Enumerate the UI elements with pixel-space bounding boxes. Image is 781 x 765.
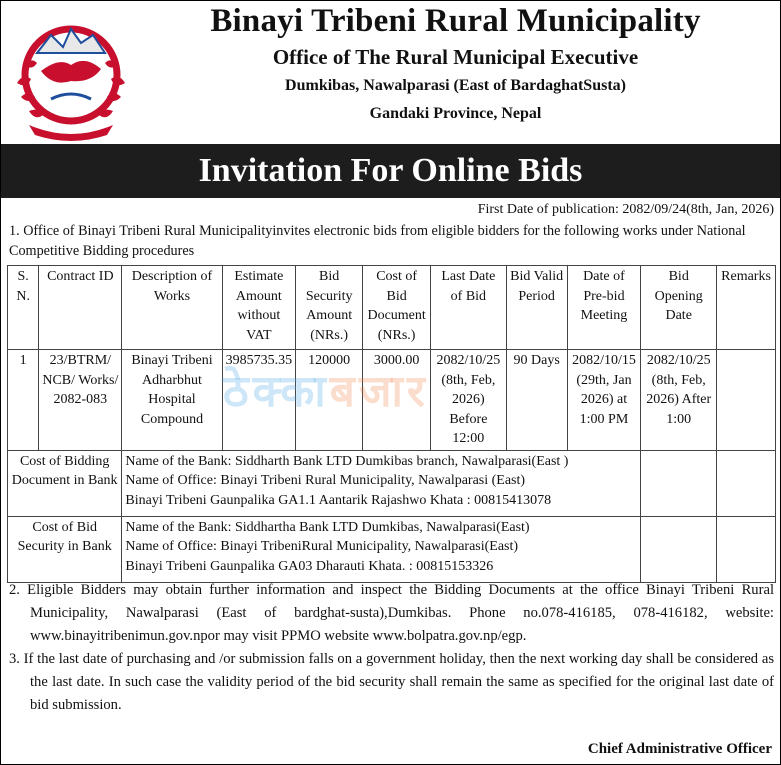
header-prebid: Date of Pre-bid Meeting (567, 266, 641, 350)
header-description: Description of Works (122, 266, 222, 350)
bidding-office-name: Name of Office: Binayi Tribeni Rural Municipality, Nawalparasi (East) (125, 473, 526, 488)
header-cost: Cost of Bid Document (NRs.) (363, 266, 431, 350)
cell-opening: 2082/10/25 (8th, Feb, 2026) After 1:00 (641, 350, 717, 451)
header-remarks: Remarks (717, 266, 776, 350)
cell-cost: 3000.00 (363, 350, 431, 451)
bidding-cost-row (8, 450, 776, 516)
cell-description: Binayi Tribeni Adharbhut Hospital Compound (122, 350, 222, 451)
cell-bid-security: 120000 (296, 350, 363, 451)
intro-paragraph: 1. Office of Binayi Tribeni Rural Municipalityinvites electronic bids from eligible bidders for the following works under National Competitive Bidding procedures (9, 223, 746, 259)
header-validity: Bid Valid Period (506, 266, 567, 350)
bidding-blank-cell (641, 450, 717, 516)
publication-date: First Date of publication: 2082/09/24(8th, Jan, 2026) (477, 202, 774, 217)
security-account: Binayi Tribeni Gaunpalika GA03 Dharauti Khata. : 00815153326 (125, 558, 494, 574)
security-bank-name: Name of the Bank: Siddhartha Bank LTD Dumkibas, Nawalparasi(East) (125, 519, 530, 535)
cell-estimate: 3985735.35 (222, 350, 296, 451)
cell-last-date: 2082/10/25 (8th, Feb, 2026) Before 12:00 (431, 350, 507, 451)
signoff-title: Chief Administrative Officer (587, 741, 772, 757)
table-header-row (8, 266, 776, 350)
watermark-part-2: बजार (329, 366, 429, 417)
cell-contract-id: 23/BTRM/ NCB/ Works/ 2082-083 (39, 350, 122, 451)
bidding-bank-name: Name of the Bank: Siddharth Bank LTD Dumkibas branch, Nawalparasi(East ) (125, 453, 569, 469)
bidding-cost-details (122, 450, 641, 516)
bid-security-row (8, 516, 776, 582)
watermark-part-1: ठेक्का (223, 366, 330, 417)
bid-security-label: Cost of Bid Security in Bank (8, 516, 122, 582)
bidding-cost-label: Cost of Bidding Document in Bank (8, 450, 122, 516)
cell-validity: 90 Days (506, 350, 567, 451)
header-contract-id: Contract ID (39, 266, 122, 350)
header-estimate: Estimate Amount without VAT (222, 266, 296, 350)
municipality-title: Binayi Tribeni Rural Municipality (210, 3, 701, 39)
office-address: Dumkibas, Nawalparasi (East of BardaghatSusta) (285, 77, 626, 94)
header-opening: Bid Opening Date (641, 266, 717, 350)
header-last-date: Last Date of Bid (431, 266, 507, 350)
security-blank-cell (641, 516, 717, 582)
header-bid-security: Bid Security Amount (NRs.) (296, 266, 363, 350)
notice-header (1, 1, 780, 141)
bid-table (7, 265, 776, 583)
bid-security-details (122, 516, 641, 582)
security-office-name: Name of Office: Binayi TribeniRural Municipality, Nawalparasi(East) (125, 539, 519, 554)
cell-prebid: 2082/10/15 (29th, Jan 2026) at 1:00 PM (567, 350, 641, 451)
nepal-government-emblem-icon (7, 13, 135, 141)
bidding-account: Binayi Tribeni Gaunpalika GA1.1 Aantarik Rajashwo Khata : 00815413078 (125, 492, 552, 508)
security-blank-cell (717, 516, 776, 582)
cell-sn: 1 (8, 350, 39, 451)
note-2: 2. Eligible Bidders may obtain further information and inspect the Bidding Documents at the office Binayi Tribeni Rural Municipality, Nawalparasi (East of bardghat-susta),Dumkibas. Phone no.078-416185, 078-416182, website: www.binayitribenimun.gov.npor may visit PPMO website www.bolpatra.gov.np/egp. (9, 582, 774, 644)
header-sn: S. N. (8, 266, 39, 350)
table-row (8, 350, 776, 451)
cell-remarks (717, 350, 776, 451)
office-subtitle: Office of The Rural Municipal Executive (272, 45, 639, 69)
bidding-blank-cell (717, 450, 776, 516)
office-province: Gandaki Province, Nepal (369, 105, 542, 122)
notes-section (9, 579, 774, 717)
note-3: 3. If the last date of purchasing and /or submission falls on a government holiday, then the next working day shall be considered as the last date. In such case the validity period of the bid security shall remain the same as specified for the original last date of bid submission. (9, 651, 774, 713)
notice-banner: Invitation For Online Bids (1, 144, 780, 198)
